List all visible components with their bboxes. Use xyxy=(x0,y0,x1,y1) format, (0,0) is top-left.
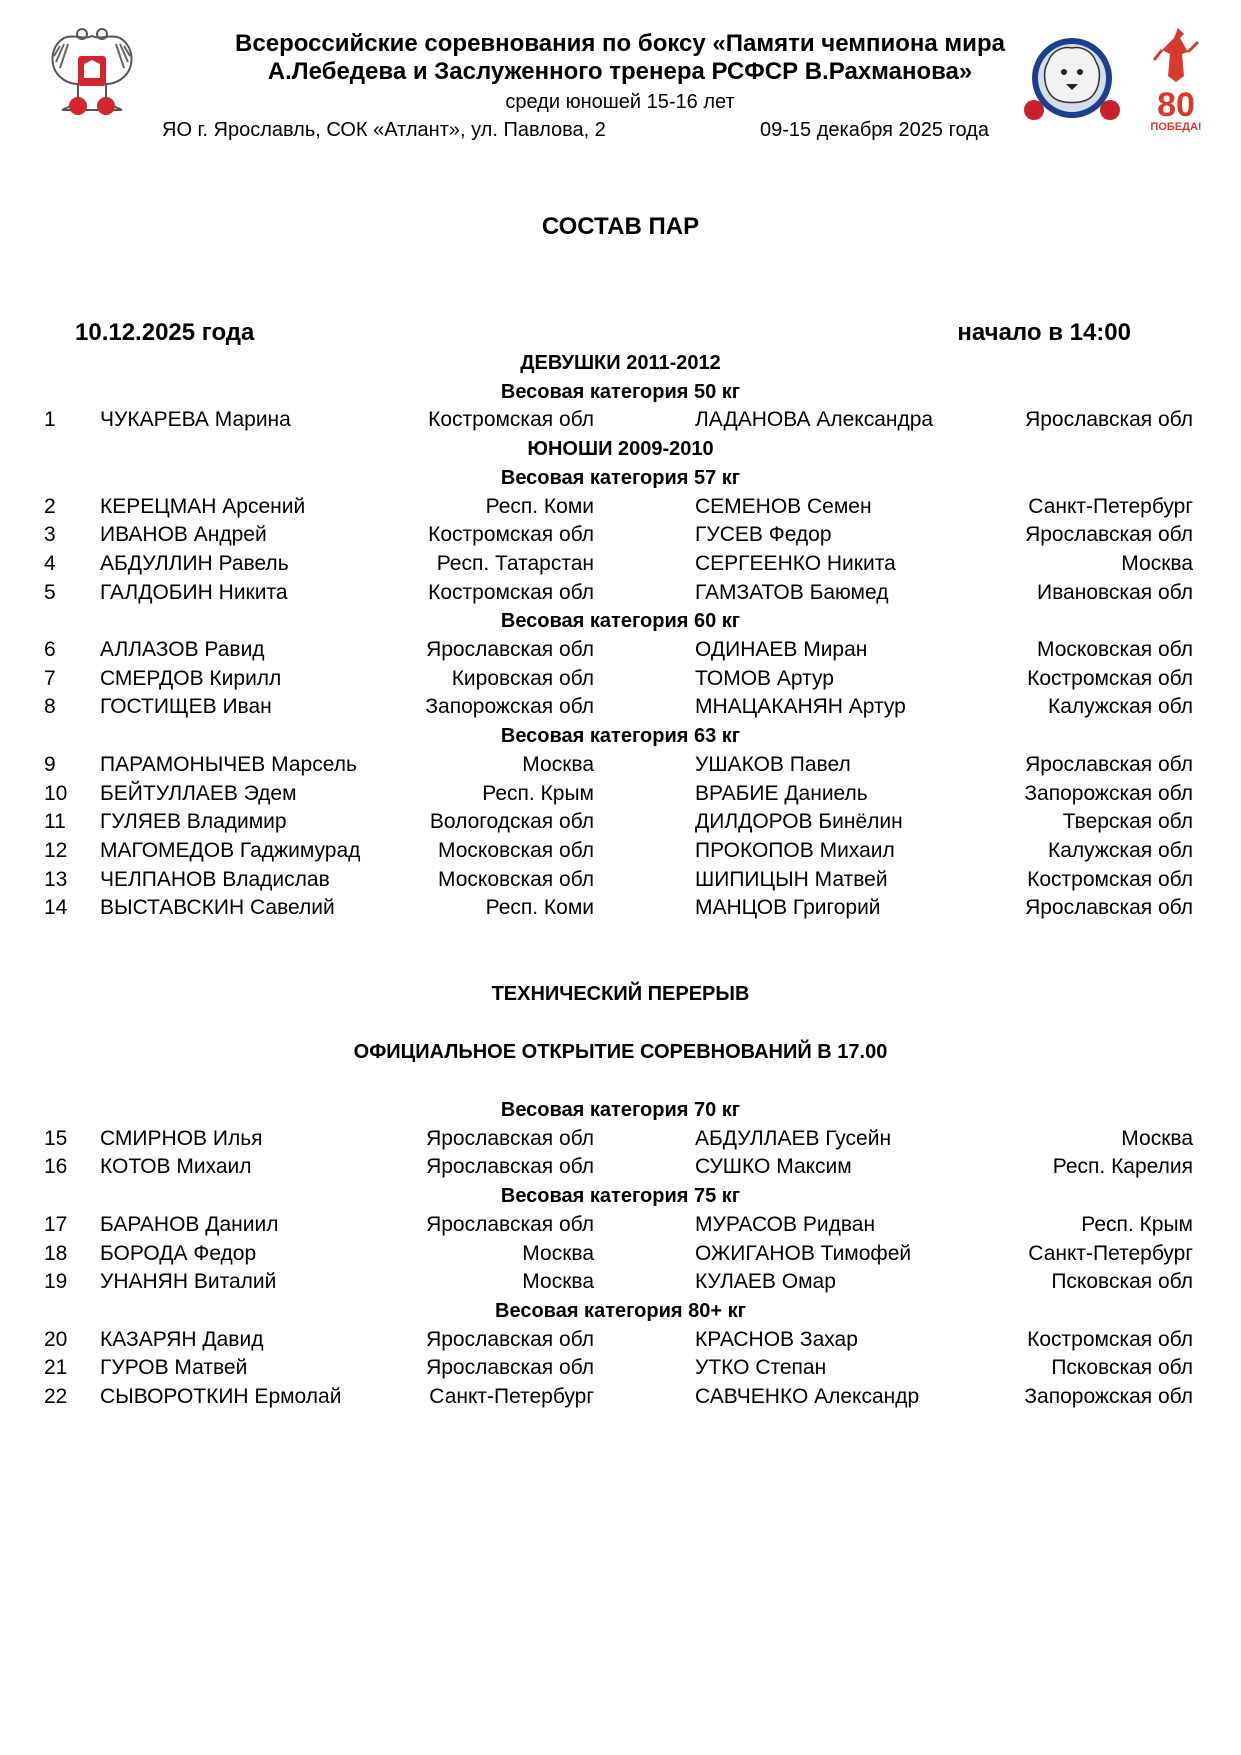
weight-category-57: Весовая категория 57 кг xyxy=(500,466,741,489)
boxer-red: ИВАНОВ Андрей xyxy=(100,523,267,547)
boxer-red: СЫВОРОТКИН Ермолай xyxy=(100,1385,342,1408)
bout-number: 11 xyxy=(44,810,66,834)
bout-row xyxy=(0,1383,1241,1412)
bout-row xyxy=(0,808,1241,837)
bout-number: 15 xyxy=(44,1126,68,1150)
region-red: Ярославская обл xyxy=(426,1327,594,1351)
victory-logo-number: 80 xyxy=(1157,86,1195,124)
region-blue: Ивановская обл xyxy=(1037,580,1193,604)
bout-number: 8 xyxy=(44,695,56,719)
boxer-blue: ШИПИЦЫН Матвей xyxy=(695,867,888,891)
region-blue: Калужская обл xyxy=(1047,838,1193,862)
boxer-red: ПАРАМОНЫЧЕВ Марсель xyxy=(100,752,357,776)
region-red: Респ. Коми xyxy=(485,494,594,518)
bout-row xyxy=(0,866,1241,895)
bout-number: 4 xyxy=(44,551,56,575)
boxer-red: МАГОМЕДОВ Гаджимурад xyxy=(100,838,361,862)
region-red: Респ. Татарстан xyxy=(436,551,594,575)
region-blue: Костромская обл xyxy=(1027,867,1193,891)
boxer-red: ГОСТИЩЕВ Иван xyxy=(100,695,272,719)
bout-row xyxy=(0,406,1241,435)
region-red: Костромская обл xyxy=(428,580,594,604)
bout-number: 13 xyxy=(44,867,68,891)
bout-row xyxy=(0,894,1241,923)
eagle-emblem-logo xyxy=(44,26,140,120)
boxer-blue: СУШКО Максим xyxy=(695,1155,852,1179)
boxer-blue: МУРАСОВ Ридван xyxy=(695,1212,876,1236)
region-blue: Москва xyxy=(1121,1126,1193,1150)
region-blue: Ярославская обл xyxy=(1025,752,1193,776)
region-red: Ярославская обл xyxy=(426,638,594,661)
boxer-red: ГАЛДОБИН Никита xyxy=(100,580,288,604)
region-blue: Костромская обл xyxy=(1027,1327,1193,1351)
bout-row xyxy=(0,751,1241,780)
event-title-line2: А.Лебедева и Заслуженного тренера РСФСР В.Рахманова» xyxy=(267,58,973,85)
boxer-blue: СЕМЕНОВ Семен xyxy=(695,494,872,518)
weight-category-70: Весовая категория 70 кг xyxy=(500,1099,741,1121)
boxer-blue: ГУСЕВ Федор xyxy=(695,523,832,547)
bout-number: 3 xyxy=(44,523,56,547)
weight-category-63: Весовая категория 63 кг xyxy=(500,725,741,748)
bout-row xyxy=(0,493,1241,522)
boxer-red: БОРОДА Федор xyxy=(100,1241,257,1265)
boxer-blue: УТКО Степан xyxy=(695,1356,827,1380)
bout-row xyxy=(0,1125,1241,1154)
boxer-blue: ТОМОВ Артур xyxy=(695,666,834,690)
boxer-blue: ДИЛДОРОВ Бинёлин xyxy=(695,810,903,834)
region-blue: Калужская обл xyxy=(1047,695,1193,719)
bout-number: 1 xyxy=(44,408,56,432)
event-title-line1: Всероссийские соревнования по боксу «Памяти чемпиона мира xyxy=(235,30,1005,57)
event-subtitle: среди юношей 15-16 лет xyxy=(505,91,735,113)
boxer-blue: УШАКОВ Павел xyxy=(695,752,851,776)
region-red: Костромская обл xyxy=(428,408,594,432)
region-red: Кировская обл xyxy=(451,666,594,690)
boxer-blue: СЕРГЕЕНКО Никита xyxy=(695,551,896,575)
bout-row xyxy=(0,636,1241,665)
region-red: Запорожская обл xyxy=(425,695,594,719)
region-red: Ярославская обл xyxy=(426,1356,594,1380)
boxer-red: АЛЛАЗОВ Равид xyxy=(100,638,265,661)
region-blue: Костромская обл xyxy=(1027,666,1193,690)
bout-row xyxy=(0,780,1241,809)
region-blue: Респ. Крым xyxy=(1081,1212,1193,1236)
boxer-blue: КРАСНОВ Захар xyxy=(695,1327,858,1351)
bout-row xyxy=(0,1354,1241,1383)
bout-number: 12 xyxy=(44,838,68,862)
region-red: Московская обл xyxy=(438,867,594,891)
weight-category-80-plus: Весовая категория 80+ кг xyxy=(495,1299,746,1322)
day-date: 10.12.2025 года xyxy=(75,319,255,346)
region-blue: Ярославская обл xyxy=(1025,896,1193,920)
bout-number: 17 xyxy=(44,1212,68,1236)
region-blue: Респ. Карелия xyxy=(1052,1155,1193,1179)
bout-row xyxy=(0,1268,1241,1297)
event-dates: 09-15 декабря 2025 года xyxy=(760,119,989,141)
region-blue: Санкт-Петербург xyxy=(1028,1241,1193,1265)
region-red: Москва xyxy=(522,752,594,776)
bout-row xyxy=(0,1211,1241,1240)
boxer-red: КОТОВ Михаил xyxy=(100,1155,252,1179)
boxer-blue: МАНЦОВ Григорий xyxy=(695,896,881,920)
region-blue: Ярославская обл xyxy=(1025,523,1193,547)
region-red: Ярославская обл xyxy=(426,1155,594,1179)
region-red: Респ. Крым xyxy=(482,781,594,805)
region-blue: Санкт-Петербург xyxy=(1028,494,1193,518)
boxer-blue: ОДИНАЕВ Миран xyxy=(695,638,868,661)
region-red: Москва xyxy=(522,1270,594,1294)
bout-number: 2 xyxy=(44,494,56,518)
victory-80-logo xyxy=(1148,24,1204,136)
region-red: Московская обл xyxy=(438,838,594,862)
boxer-blue: САВЧЕНКО Александр xyxy=(695,1385,920,1408)
bout-row xyxy=(0,550,1241,579)
bout-number: 10 xyxy=(44,781,68,805)
bout-row xyxy=(0,837,1241,866)
technical-break: ТЕХНИЧЕСКИЙ ПЕРЕРЫВ xyxy=(491,983,750,1005)
region-blue: Москва xyxy=(1121,551,1193,575)
bout-number: 19 xyxy=(44,1270,68,1294)
region-blue: Тверская обл xyxy=(1062,810,1193,834)
boxer-red: СМИРНОВ Илья xyxy=(100,1126,263,1150)
bout-number: 14 xyxy=(44,896,68,920)
bout-number: 21 xyxy=(44,1356,68,1380)
bout-row xyxy=(0,693,1241,722)
boxer-blue: ОЖИГАНОВ Тимофей xyxy=(695,1241,912,1265)
region-red: Ярославская обл xyxy=(426,1126,594,1150)
bout-number: 20 xyxy=(44,1327,68,1351)
boxer-red: ЧУКАРЕВА Марина xyxy=(100,408,291,432)
bout-number: 9 xyxy=(44,752,56,776)
region-blue: Запорожская обл xyxy=(1024,781,1193,805)
bout-number: 22 xyxy=(44,1385,68,1408)
bout-number: 16 xyxy=(44,1155,68,1179)
bout-number: 18 xyxy=(44,1241,68,1265)
region-red: Костромская обл xyxy=(428,523,594,547)
region-blue: Ярославская обл xyxy=(1025,408,1193,432)
bout-number: 7 xyxy=(44,666,56,690)
region-red: Вологодская обл xyxy=(429,810,594,834)
boxer-red: ГУРОВ Матвей xyxy=(100,1356,248,1380)
day-start-time: начало в 14:00 xyxy=(957,319,1131,346)
boxer-red: БАРАНОВ Даниил xyxy=(100,1212,279,1236)
boxer-red: КЕРЕЦМАН Арсений xyxy=(100,494,306,518)
bout-number: 6 xyxy=(44,638,56,661)
boxer-blue: КУЛАЕВ Омар xyxy=(695,1270,836,1294)
boxer-red: БЕЙТУЛЛАЕВ Эдем xyxy=(100,781,297,805)
region-red: Санкт-Петербург xyxy=(429,1385,594,1408)
boxer-blue: ВРАБИЕ Даниель xyxy=(695,781,868,805)
region-red: Респ. Коми xyxy=(485,896,594,920)
weight-category-50: Весовая категория 50 кг xyxy=(500,380,741,403)
weight-category-75: Весовая категория 75 кг xyxy=(500,1185,741,1208)
boxer-blue: АБДУЛЛАЕВ Гусейн xyxy=(695,1126,892,1150)
venue: ЯО г. Ярославль, СОК «Атлант», ул. Павлова, 2 xyxy=(162,119,606,141)
region-blue: Псковская обл xyxy=(1051,1270,1193,1294)
boxer-red: АБДУЛЛИН Равель xyxy=(100,551,289,575)
region-blue: Московская обл xyxy=(1037,638,1193,661)
bout-row xyxy=(0,1153,1241,1182)
boxer-blue: ЛАДАНОВА Александра xyxy=(695,408,934,432)
region-red: Москва xyxy=(522,1241,594,1265)
boxer-red: СМЕРДОВ Кирилл xyxy=(100,666,282,690)
bout-row xyxy=(0,1326,1241,1355)
bout-row xyxy=(0,665,1241,694)
boxer-red: УНАНЯН Виталий xyxy=(100,1270,277,1294)
girls-section-header: ДЕВУШКИ 2011-2012 xyxy=(520,352,721,374)
bout-row xyxy=(0,521,1241,550)
boxer-blue: МНАЦАКАНЯН Артур xyxy=(695,695,906,719)
region-red: Ярославская обл xyxy=(426,1212,594,1236)
boxer-blue: ПРОКОПОВ Михаил xyxy=(695,838,895,862)
boxer-red: ВЫСТАВСКИН Савелий xyxy=(100,896,335,920)
boxer-red: КАЗАРЯН Давид xyxy=(100,1327,264,1351)
bout-row xyxy=(0,1240,1241,1269)
boxer-blue: ГАМЗАТОВ Баюмед xyxy=(695,580,889,604)
region-blue: Запорожская обл xyxy=(1024,1385,1193,1408)
document-title: СОСТАВ ПАР xyxy=(541,213,700,240)
boxer-red: ГУЛЯЕВ Владимир xyxy=(100,810,287,834)
official-opening: ОФИЦИАЛЬНОЕ ОТКРЫТИЕ СОРЕВНОВАНИЙ В 17.00 xyxy=(353,1041,888,1063)
boys-section-header: ЮНОШИ 2009-2010 xyxy=(527,438,714,461)
weight-category-60: Весовая категория 60 кг xyxy=(500,610,741,633)
boxer-red: ЧЕЛПАНОВ Владислав xyxy=(100,867,330,891)
region-blue: Псковская обл xyxy=(1051,1356,1193,1380)
victory-logo-text: ПОБЕДА! xyxy=(1150,121,1202,133)
bout-row xyxy=(0,579,1241,608)
bout-number: 5 xyxy=(44,580,56,604)
